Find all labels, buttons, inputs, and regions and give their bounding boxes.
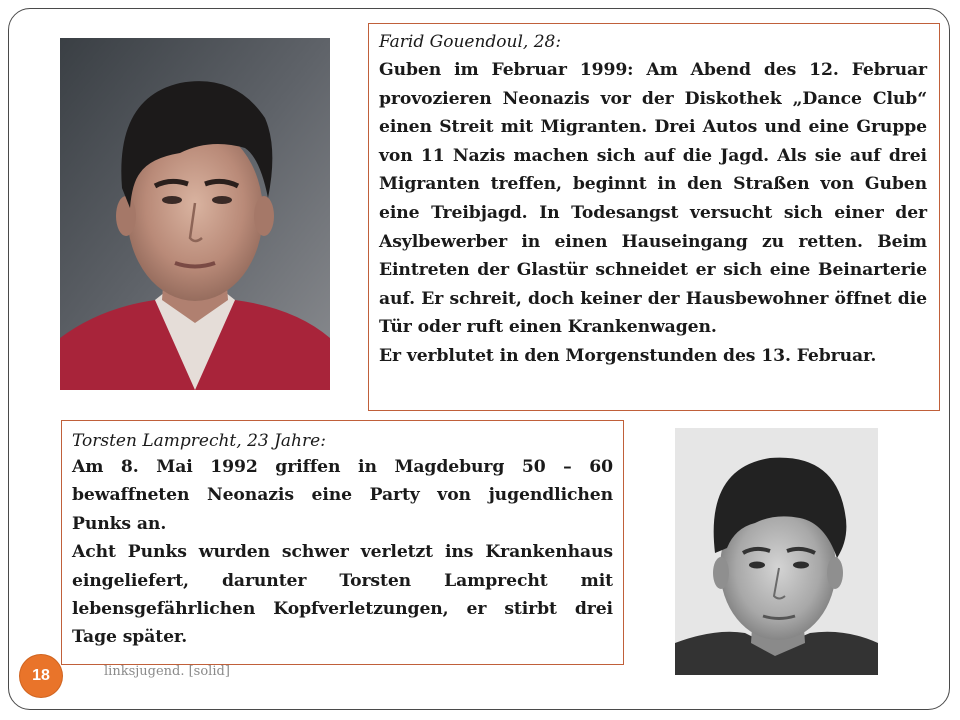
farid-textbox	[368, 23, 940, 411]
torsten-heading: Torsten Lamprecht, 23 Jahre:	[72, 431, 326, 451]
farid-closing: Er verblutet in den Morgenstunden des 13. Februar.	[379, 345, 877, 366]
farid-heading: Farid Gouendoul, 28:	[379, 32, 562, 52]
portrait-farid-photo	[60, 38, 330, 390]
portrait-torsten-photo	[675, 428, 878, 675]
torsten-paragraph-1: Am 8. Mai 1992 griffen in Magdeburg 50 – 60 bewaffneten Neonazis eine Party von jugendlichen Punks an.	[72, 457, 613, 534]
torsten-textbox	[61, 420, 624, 665]
page-number-badge: 18	[20, 655, 62, 697]
farid-paragraph: Guben im Februar 1999: Am Abend des 12. Februar provozieren Neonazis vor der Diskothek „Dance Club“ einen Streit mit Migranten. Drei Autos und eine Gruppe von 11 Nazis machen sich auf die Jagd. Als sie auf drei Migranten treffen, beginnt in den Straßen von Guben eine Treibjagd. In Todesangst versucht sich einer der Asylbewerber in einen Hauseingang zu retten. Beim Eintreten der Glastür schneidet er sich eine Beinarterie auf. Er schreit, doch keiner der Hausbewohner öffnet die Tür oder ruft einen Krankenwagen.	[379, 60, 927, 338]
torsten-paragraph-2: Acht Punks wurden schwer verletzt ins Krankenhaus eingeliefert, darunter Torsten Lamprecht mit lebensgefährlichen Kopfverletzungen, er stirbt drei Tage später.	[72, 542, 613, 648]
footer-text: linksjugend. [solid]	[104, 664, 230, 679]
